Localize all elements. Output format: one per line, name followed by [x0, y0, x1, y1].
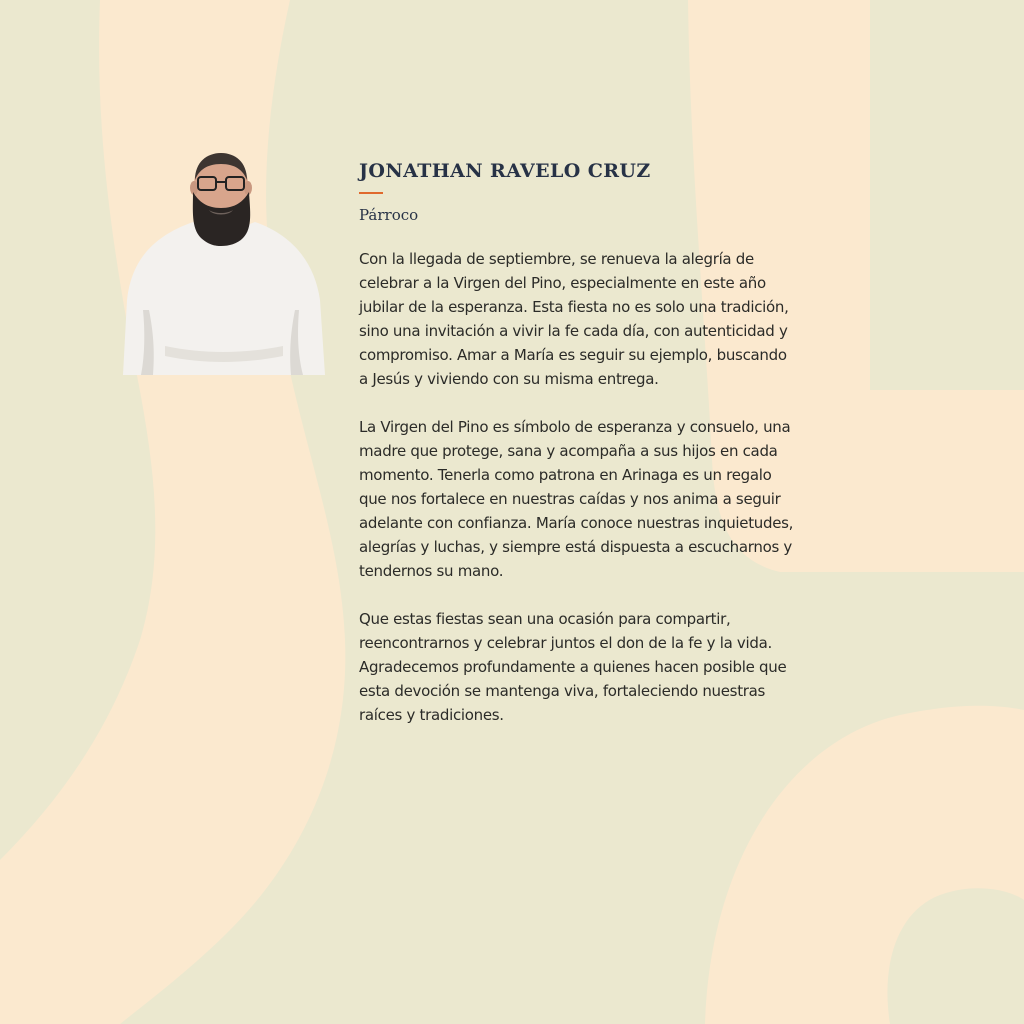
accent-rule — [359, 192, 383, 194]
paragraph-line: Con la llegada de septiembre, se renueva la alegría de — [359, 250, 754, 268]
paragraph-3 — [359, 607, 829, 727]
paragraph-line: momento. Tenerla como patrona en Arinaga es un regalo — [359, 466, 772, 484]
paragraph-line: jubilar de la esperanza. Esta fiesta no es solo una tradición, — [359, 298, 789, 316]
paragraph-1 — [359, 247, 829, 391]
paragraph-line: celebrar a la Virgen del Pino, especialmente en este año — [359, 274, 766, 292]
paragraph-line: alegrías y luchas, y siempre está dispuesta a escucharnos y — [359, 538, 793, 556]
priest-portrait — [123, 150, 325, 375]
paragraph-2 — [359, 415, 829, 583]
paragraph-line: Agradecemos profundamente a quienes hacen posible que — [359, 658, 787, 676]
paragraph-line: reencontrarnos y celebrar juntos el don de la fe y la vida. — [359, 634, 772, 652]
paragraph-line: esta devoción se mantenga viva, fortaleciendo nuestras — [359, 682, 766, 700]
article — [359, 157, 829, 751]
paragraph-line: madre que protege, sana y acompaña a sus hijos en cada — [359, 442, 778, 460]
paragraph-line: a Jesús y viviendo con su misma entrega. — [359, 370, 659, 388]
paragraph-line: que nos fortalece en nuestras caídas y nos anima a seguir — [359, 490, 781, 508]
paragraph-line: compromiso. Amar a María es seguir su ejemplo, buscando — [359, 346, 787, 364]
author-role: Párroco — [359, 206, 419, 224]
author-name: JONATHAN RAVELO CRUZ — [359, 160, 651, 182]
background-ring-bottom-right — [705, 706, 1024, 1024]
paragraph-line: La Virgen del Pino es símbolo de esperanza y consuelo, una — [359, 418, 791, 436]
paragraph-line: tendernos su mano. — [359, 562, 504, 580]
paragraph-line: adelante con confianza. María conoce nuestras inquietudes, — [359, 514, 794, 532]
paragraph-line: raíces y tradiciones. — [359, 706, 504, 724]
paragraph-line: Que estas fiestas sean una ocasión para compartir, — [359, 610, 731, 628]
paragraph-line: sino una invitación a vivir la fe cada día, con autenticidad y — [359, 322, 788, 340]
